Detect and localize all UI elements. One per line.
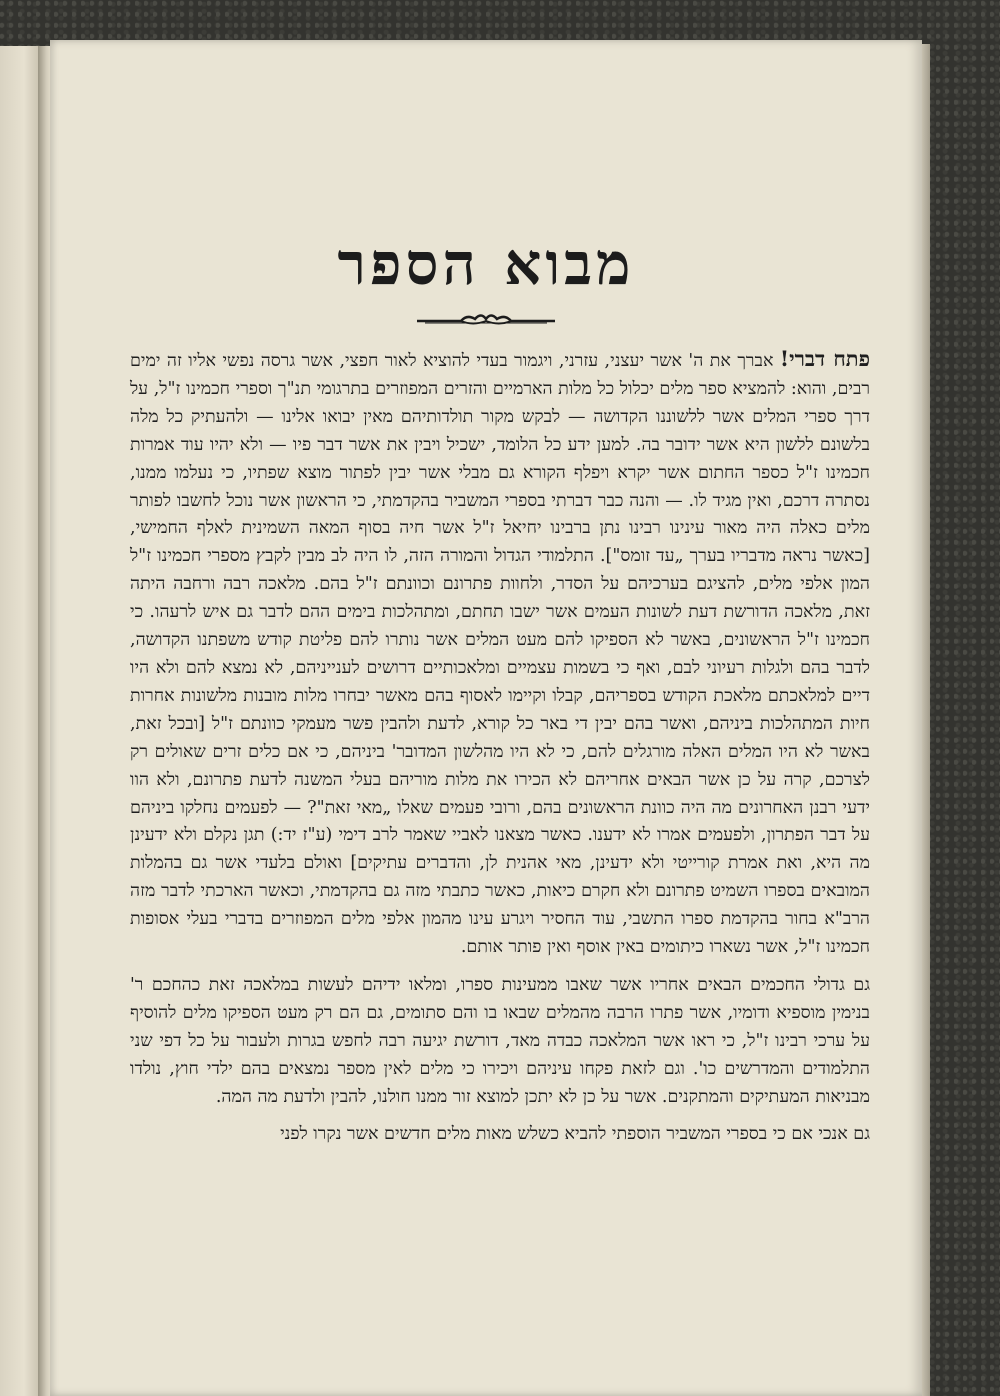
paragraph xyxy=(130,345,870,962)
opening-words: פתח דברי! xyxy=(779,346,870,371)
paragraph: גם גדולי החכמים הבאים אחריו אשר שאבו ממעינות ספרו, ומלאו ידיהם לעשות במלאכה זאת כהחכם ר' בנימין מוספיא ודומיו, אשר פתרו הרבה מהמלים שבאו בו והם סתומים, גם הם רק מעט הספיקו מלים להוסיף על ערכי רבינו ז"ל, כי ראו אשר המלאכה כבדה מאד, דורשת יגיעה רבה לחפש בגרות ולעבור על כל דפי שני התלמודים והמדרשים כו'. וגם לזאת פקחו עיניהם ויכירו כי מלים לאין מספר נמצאים בהם ילדי חוץ, נולדו מבניאות המעתיקים והמתקנים. אשר על כן לא יתכן למוצא זור ממנו חולנו, להבין ולדעת מה המה. xyxy=(130,974,870,1107)
paragraph-text: אברך את ה' אשר יעצני, עזרני, ויגמור בעדי להוציא לאור חפצי, אשר גרסה נפשי אליו זה ימים רבים, והוא: להמציא ספר מלים יכלול כל מלות הארמיים והזרים המפוזרים בתרגומי תנ"ך וספרי חכמינו ז"ל, על דרך ספרי המלים אשר ללשוננו הקדושה — לבקש מקור תולדותיהם מאין יבואו אלינו — ולהעתיק כל מלה בלשונם ללשון היא אשר ידובר בה. למען ידע כל הלומד, ישכיל ויבין את אשר דבר פיו — ולא יהיו עוד אמרות חכמינו ז"ל כספר החתום אשר יקרא ויפלף הקורא גם מבלי אשר יבין לפתור מוצא שפתיו, כי נעלמו ממנו, נסתרה דרכם, ואין מגיד לו. — והנה כבר דברתי בספרי המשביר בהקדמתי, כי הראשון אשר נוכל לחשבו לפותר מלים כאלה היה מאור עינינו רבינו נתן ברבינו יחיאל ז"ל אשר חיה בסוף המאה השמינית לאלף החמישי, [כאשר נראה מדבריו בערך „עד זומס"]. התלמודי הגדול והמורה הזה, לו היה לב מבין לקבץ מספרי חכמינו ז"ל המון אלפי מלים, להציגם בערכיהם על הסדר, ולחוות פתרונם וכוונתם ז"ל בהם. מלאכה רבה ורחבה היתה זאת, מלאכה הדורשת דעת לשונות העמים אשר ישבו תחתם, ומתהלכות בימים ההם לדבר גם איש לרעהו. כי חכמינו ז"ל הראשונים, באשר לא הספיקו להם מעט המלים אשר נותרו להם פליטת קודש משפתנו הקדושה, לדבר בהם ולגלות רעיוני לבם, ואף כי בשמות עצמיים ומלאכותיים דרושים לענייניהם, לא נמצא להם ולא היו דיים למלאכתם מלאכת הקודש בספריהם, קבלו וקיימו לאסוף בהם מאשר יבחרו מלות מובנות מלשונות אחרות חיות המתהלכות ביניהם, ואשר בהם יבין די באר כל קורא, לדעת ולהבין פשר מעמקי כוונתם ז"ל [ובכל זאת, באשר לא היו המלים האלה מורגלים להם, כי לא היו מהלשון המדובר' ביניהם, כי אם כלים זרים שאולים רק לצרכם, קרה על כן אשר הבאים אחריהם לא הכירו את מלות מוריהם בעלי המשנה לדעת פתרונם, ולא הוו ידעי רבנן האחרונים מה היה כוונת הראשונים בהם, ורובי פעמים שאלו „מאי זאת"? — לפעמים נחלקו ביניהם על דבר הפתרון, ולפעמים אמרו לא ידענו. כאשר מצאנו לאביי שאמר לרב דימי (ע"ז יד:) תגן נקלם ולא ידעינן מה היא, ואת אמרת קורייטי ולא ידעינן, מאי אהנית לן, והדברים עתיקים] ואולם בלעדי אשר גם בהמלות המובאים בספרו השמיט פתרונם ולא חקרם כיאות, כאשר כתבתי מזה גם בהקדמתי, וכאשר הארכתי לדבר מזה הרב"א בחור בהקדמת ספרו התשבי, עוד החסיר ויגרע עינו מהמון אלפי מלים המפוזרים בדברי בעלי אסופות חכמינו ז"ל, אשר נשארו כיתומים באין אוסף ואין פותר אותם. xyxy=(130,351,870,958)
ornament-divider-icon xyxy=(415,308,557,334)
paragraph: גם אנכי אם כי בספרי המשביר הוספתי להביא כשלש מאות מלים חדשים אשר נקרו לפני xyxy=(280,1124,870,1145)
page-title: מבוא הספר xyxy=(337,230,635,298)
body-text xyxy=(130,345,870,1149)
book-page xyxy=(50,40,922,1396)
left-page-edge xyxy=(0,46,41,1396)
